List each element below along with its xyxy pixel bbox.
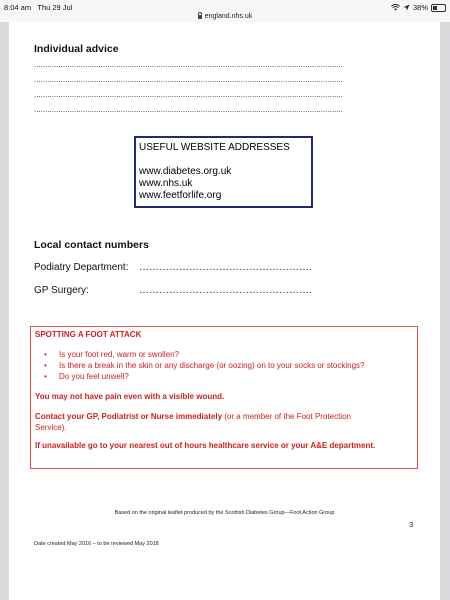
date-note: Date created May 2016 – to be reviewed May 2018 <box>34 541 159 547</box>
contact-instruction <box>35 411 351 433</box>
advice-line: ........................................................................................................................................... <box>34 90 343 99</box>
gp-number-field: ……………………………………………. <box>139 285 312 296</box>
website-link-nhs[interactable]: www.nhs.uk <box>139 178 193 189</box>
status-time: 8:04 am Thu 29 Jul <box>4 3 73 12</box>
pain-warning: You may not have pain even with a visible wound. <box>35 392 225 401</box>
foot-attack-title: SPOTTING A FOOT ATTACK <box>35 330 142 339</box>
advice-line: ........................................................................................................................................... <box>34 60 343 69</box>
wifi-icon <box>391 4 400 11</box>
battery-percent: 38% <box>412 3 428 12</box>
useful-websites-box <box>134 136 313 208</box>
status-date: Thu 29 Jul <box>37 3 73 12</box>
document-page <box>9 22 440 600</box>
local-contacts-heading: Local contact numbers <box>34 239 149 251</box>
advice-line: ........................................................................................................................................... <box>34 105 343 114</box>
status-bar <box>0 0 450 22</box>
foot-attack-box <box>30 326 418 469</box>
location-arrow-icon <box>403 4 410 11</box>
website-link-feetforlife[interactable]: www.feetforlife.org <box>139 190 222 201</box>
contact-instruction-rest: (or a member of the Foot Protection <box>222 412 351 421</box>
lock-icon <box>198 15 202 19</box>
foot-attack-questions <box>37 349 364 382</box>
contact-instruction-rest-2: Service). <box>35 423 67 432</box>
podiatry-number-field: ……………………………………………. <box>139 262 312 273</box>
status-indicators <box>391 3 446 12</box>
url-text: england.nhs.uk <box>204 13 253 20</box>
list-item: • Do you feel unwell? <box>37 371 364 382</box>
footer-credit: Based on the original leaflet produced by the Scottish Diabetes Group—Foot Action Group <box>114 510 335 516</box>
websites-title: USEFUL WEBSITE ADDRESSES <box>139 142 290 153</box>
page-number: 3 <box>409 520 414 529</box>
contact-instruction-bold: Contact your GP, Podiatrist or Nurse immediately <box>35 412 223 421</box>
gp-label: GP Surgery: <box>34 285 89 296</box>
list-item: • Is your foot red, warm or swollen? <box>37 349 364 360</box>
battery-icon <box>431 4 446 12</box>
individual-advice-heading: Individual advice <box>34 43 119 55</box>
podiatry-label: Podiatry Department: <box>34 262 129 273</box>
website-link-diabetes[interactable]: www.diabetes.org.uk <box>139 166 232 177</box>
out-of-hours-advice: If unavailable go to your nearest out of hours healthcare service or your A&E department. <box>35 441 376 450</box>
address-bar[interactable] <box>0 13 450 20</box>
advice-line: ........................................................................................................................................... <box>34 75 343 84</box>
list-item: • Is there a break in the skin or any discharge (or oozing) on to your socks or stockings? <box>37 360 364 371</box>
